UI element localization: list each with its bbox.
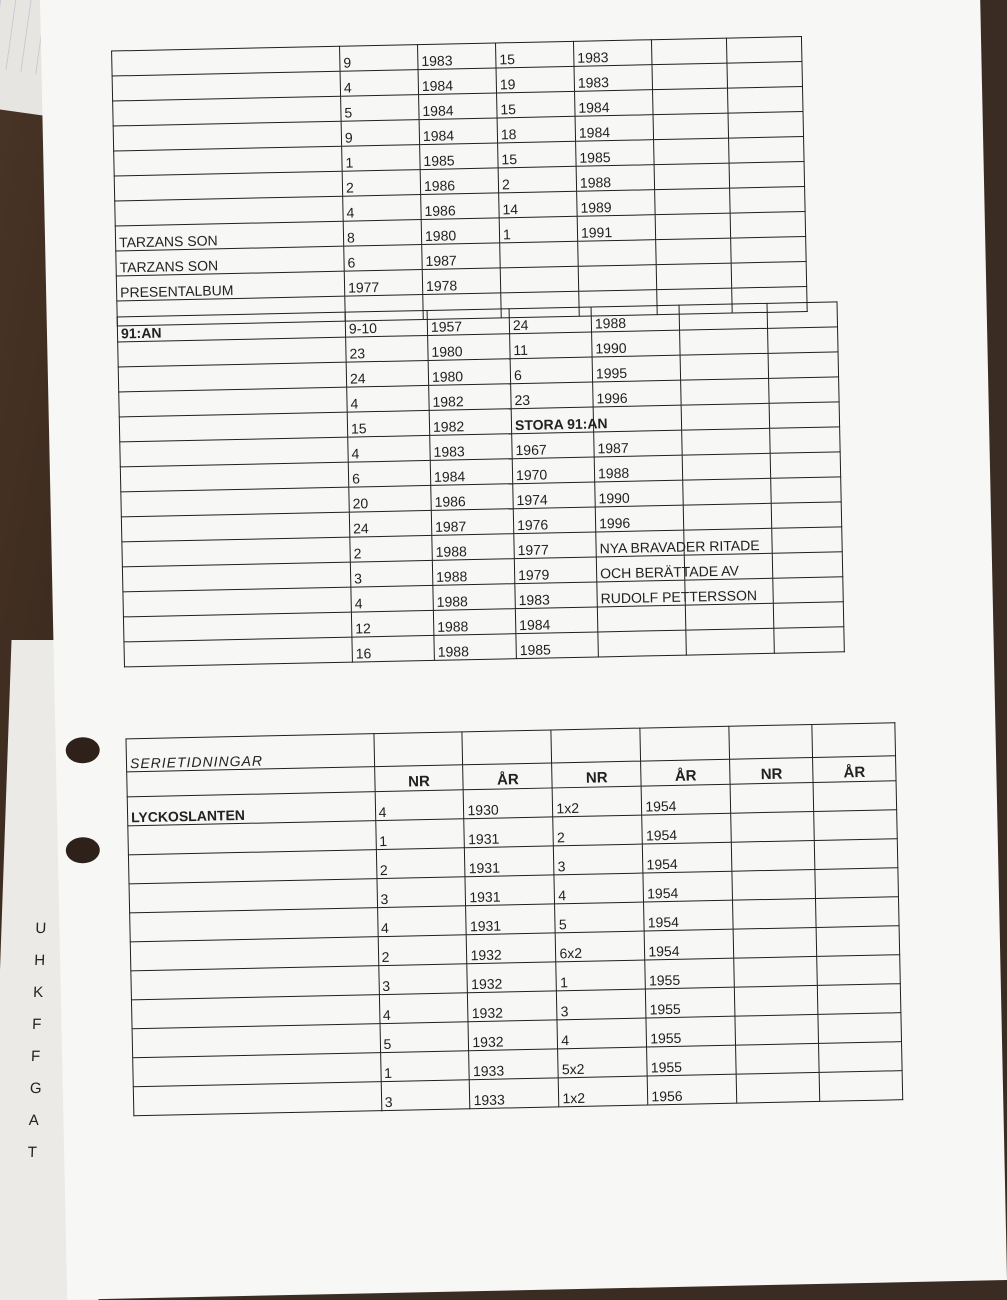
empty-cell xyxy=(735,985,818,1016)
cell-d: 1983 xyxy=(573,40,652,67)
cell-a: 3 xyxy=(377,877,467,908)
cell-b: 1933 xyxy=(470,1078,560,1109)
empty-cell xyxy=(767,302,838,328)
cell-a: 1977 xyxy=(344,270,423,297)
empty-cell xyxy=(769,402,840,428)
cell-a: 4 xyxy=(375,790,465,821)
cell-d: 1985 xyxy=(576,140,655,167)
cell-d xyxy=(578,240,657,267)
edge-letter: F xyxy=(31,1016,42,1033)
cell-a: 1 xyxy=(375,819,465,850)
cell-a: 5 xyxy=(341,95,420,122)
cell-d: 1984 xyxy=(575,115,654,142)
empty-cell xyxy=(770,452,841,478)
cell-c: 18 xyxy=(497,116,576,143)
cell-c: 3 xyxy=(557,989,647,1020)
cell-b: 1984 xyxy=(430,459,513,486)
cell-b: 1957 xyxy=(427,309,510,336)
column-header: NR xyxy=(552,761,641,788)
cell-b: 1983 xyxy=(430,434,513,461)
cell-d: 1988 xyxy=(594,455,683,482)
edge-letter: H xyxy=(34,952,46,969)
empty-cell xyxy=(653,88,729,115)
cell-b: 1931 xyxy=(465,875,555,906)
cell-c: 2 xyxy=(553,815,643,846)
cell-c: 5 xyxy=(555,902,645,933)
cell-c: 15 xyxy=(497,91,576,118)
column-header: ÅR xyxy=(813,756,896,783)
cell-d: 1990 xyxy=(592,330,681,357)
cell-b: 1988 xyxy=(432,534,515,561)
cell-d: RUDOLF PETTERSSON xyxy=(597,580,686,607)
cell-c: 15 xyxy=(495,41,574,68)
cell-c xyxy=(500,266,579,293)
empty-cell xyxy=(686,628,775,655)
row-label xyxy=(124,637,352,667)
punch-hole xyxy=(66,837,101,864)
cell-c: 1985 xyxy=(516,632,599,659)
cell-a: 4 xyxy=(377,906,467,937)
cell-b: 1984 xyxy=(419,118,498,145)
cell-d xyxy=(578,265,657,292)
cell-a: 12 xyxy=(351,610,434,637)
cell-c: 1967 xyxy=(512,432,595,459)
cell-d: 1991 xyxy=(577,215,656,242)
cell-b: 1984 xyxy=(418,68,497,95)
cell-d: 1954 xyxy=(644,900,734,931)
cell-c: 6x2 xyxy=(556,931,646,962)
cell-a: 4 xyxy=(351,585,434,612)
empty-cell xyxy=(656,263,732,290)
cell-b: 1933 xyxy=(469,1049,559,1080)
cell-d: OCH BERÄTTADE AV xyxy=(596,555,685,582)
bottom-table xyxy=(125,722,903,1116)
cell-a: 6 xyxy=(348,460,431,487)
empty-cell xyxy=(817,955,900,986)
cell-b: 1932 xyxy=(467,962,557,993)
cell-b: 1984 xyxy=(419,93,498,120)
cell-b: 1932 xyxy=(468,1020,558,1051)
edge-letter: F xyxy=(30,1048,41,1065)
paper-sheet xyxy=(40,0,1007,1300)
empty-cell xyxy=(683,503,772,530)
empty-cell xyxy=(729,162,805,189)
empty-cell xyxy=(768,327,839,353)
empty-cell xyxy=(654,138,730,165)
cell-a: 9 xyxy=(341,120,420,147)
cell-d: 1990 xyxy=(595,480,684,507)
edge-letter: T xyxy=(27,1144,38,1161)
cell-b: 1932 xyxy=(467,933,557,964)
empty-cell xyxy=(654,163,730,190)
cell-d: 1955 xyxy=(645,958,735,989)
empty-cell xyxy=(732,840,815,871)
cell-d: 1954 xyxy=(642,813,732,844)
cell-b: 1932 xyxy=(468,991,558,1022)
cell-d: 1987 xyxy=(594,430,683,457)
empty-cell xyxy=(819,1042,902,1073)
empty-cell xyxy=(653,113,729,140)
empty-cell xyxy=(727,62,803,89)
cell-a: 4 xyxy=(348,435,431,462)
cell-c: 1 xyxy=(556,960,646,991)
empty-cell xyxy=(683,478,772,505)
empty-cell xyxy=(814,839,897,870)
cell-d: NYA BRAVADER RITADE xyxy=(596,530,685,557)
empty-cell xyxy=(730,212,806,239)
empty-cell xyxy=(771,502,842,528)
cell-b: 1986 xyxy=(421,193,500,220)
empty-cell xyxy=(816,926,899,957)
cell-a: 9 xyxy=(340,45,419,72)
cell-a: 2 xyxy=(350,535,433,562)
cell-b: 1931 xyxy=(465,846,555,877)
cell-a: 4 xyxy=(347,385,430,412)
empty-cell xyxy=(729,137,805,164)
cell-a: 6 xyxy=(344,245,423,272)
cell-d: 1996 xyxy=(595,505,684,532)
empty-cell xyxy=(774,627,845,653)
row-label: 91:AN xyxy=(117,312,345,342)
cell-b: 1986 xyxy=(420,168,499,195)
cell-d: 1983 xyxy=(574,65,653,92)
empty-cell xyxy=(726,37,802,64)
cell-c: 4 xyxy=(557,1018,647,1049)
cell-c: 5x2 xyxy=(558,1047,648,1078)
cell-d: 1954 xyxy=(643,871,733,902)
cell-b: 1985 xyxy=(420,143,499,170)
empty-cell xyxy=(770,427,841,453)
cell-a: 2 xyxy=(378,935,468,966)
empty-cell xyxy=(816,897,899,928)
empty-cell xyxy=(655,213,731,240)
empty-cell xyxy=(731,811,814,842)
cell-b: 1988 xyxy=(434,634,517,661)
empty-cell xyxy=(730,782,813,813)
cell-a: 24 xyxy=(349,510,432,537)
empty-cell xyxy=(813,781,896,812)
cell-a: 3 xyxy=(350,560,433,587)
empty-cell xyxy=(772,527,843,553)
empty-cell xyxy=(733,927,816,958)
cell-c: 1979 xyxy=(514,557,597,584)
empty-cell xyxy=(731,262,807,289)
cell-a: 16 xyxy=(352,635,435,662)
cell-c: 1976 xyxy=(513,507,596,534)
cell-d: 1996 xyxy=(593,380,682,407)
empty-cell xyxy=(462,730,552,765)
empty-cell xyxy=(655,188,731,215)
cell-b: 1980 xyxy=(428,359,511,386)
cell-c: STORA 91:AN xyxy=(511,407,594,434)
cell-a: 24 xyxy=(346,360,429,387)
empty-cell xyxy=(680,353,769,380)
cell-c: 24 xyxy=(509,307,592,334)
cell-b: 1931 xyxy=(466,904,556,935)
row-label: PRESENTALBUM xyxy=(116,271,344,301)
cell-a: 23 xyxy=(346,335,429,362)
cell-a: 8 xyxy=(343,220,422,247)
empty-cell xyxy=(812,723,896,758)
cell-c: 1970 xyxy=(512,457,595,484)
cell-a: 2 xyxy=(376,848,466,879)
column-header: NR xyxy=(374,765,463,792)
cell-d: 1995 xyxy=(592,355,681,382)
cell-d: 1954 xyxy=(641,784,731,815)
cell-a: 3 xyxy=(381,1080,471,1111)
empty-cell xyxy=(728,112,804,139)
cell-b: 1988 xyxy=(433,609,516,636)
column-header: NR xyxy=(730,757,813,784)
cell-d: 1988 xyxy=(591,305,680,332)
cell-a: 4 xyxy=(340,70,419,97)
empty-cell xyxy=(818,1013,901,1044)
cell-c: 15 xyxy=(498,141,577,168)
cell-b: 1987 xyxy=(431,509,514,536)
cell-c: 1x2 xyxy=(553,786,643,817)
empty-cell xyxy=(374,732,464,767)
cell-c: 1974 xyxy=(513,482,596,509)
cell-c: 14 xyxy=(499,191,578,218)
cell-b: 1980 xyxy=(428,334,511,361)
cell-c: 1977 xyxy=(514,532,597,559)
cell-a: 4 xyxy=(379,993,469,1024)
cell-d xyxy=(598,630,687,657)
empty-cell xyxy=(819,1071,902,1102)
row-label: TARZANS SON xyxy=(115,221,343,251)
empty-cell xyxy=(730,187,806,214)
cell-b: 1980 xyxy=(421,218,500,245)
edge-letter: G xyxy=(29,1080,42,1097)
cell-c: 1984 xyxy=(515,607,598,634)
cell-c: 1x2 xyxy=(559,1076,649,1107)
empty-cell xyxy=(681,378,770,405)
cell-a: 3 xyxy=(378,964,468,995)
cell-b: 1987 xyxy=(422,243,501,270)
cell-a: 20 xyxy=(349,485,432,512)
empty-cell xyxy=(551,728,641,763)
empty-cell xyxy=(772,552,843,578)
cell-a: 2 xyxy=(342,170,421,197)
cell-c: 1983 xyxy=(515,582,598,609)
cell-b: 1982 xyxy=(429,409,512,436)
cell-c xyxy=(500,241,579,268)
cell-d: 1956 xyxy=(647,1074,737,1105)
empty-cell xyxy=(729,724,813,759)
row-label: TARZANS SON xyxy=(116,246,344,276)
cell-d: 1988 xyxy=(576,165,655,192)
empty-cell xyxy=(771,477,842,503)
cell-a: 1 xyxy=(380,1051,470,1082)
edge-letter: K xyxy=(32,984,44,1001)
cell-b: 1930 xyxy=(464,788,554,819)
cell-c: 4 xyxy=(554,873,644,904)
cell-d: 1989 xyxy=(577,190,656,217)
cell-a: 15 xyxy=(347,410,430,437)
cell-c: 11 xyxy=(510,332,593,359)
empty-cell xyxy=(732,869,815,900)
cell-b: 1983 xyxy=(418,43,497,70)
cell-d: 1955 xyxy=(646,1016,736,1047)
empty-cell xyxy=(736,1043,819,1074)
cell-c: 3 xyxy=(554,844,644,875)
empty-cell xyxy=(817,984,900,1015)
cell-d: 1954 xyxy=(644,929,734,960)
empty-cell xyxy=(679,303,768,330)
empty-cell xyxy=(682,453,771,480)
cell-d: 1955 xyxy=(647,1045,737,1076)
cell-b: 1988 xyxy=(433,584,516,611)
punch-hole xyxy=(65,737,100,764)
cell-b: 1986 xyxy=(431,484,514,511)
empty-cell xyxy=(685,603,774,630)
empty-cell xyxy=(731,237,807,264)
middle-table xyxy=(117,301,845,667)
empty-cell xyxy=(735,1014,818,1045)
empty-cell xyxy=(727,87,803,114)
cell-d: 1984 xyxy=(575,90,654,117)
cell-d: 1955 xyxy=(646,987,736,1018)
cell-c: 23 xyxy=(511,382,594,409)
empty-cell xyxy=(652,63,728,90)
empty-cell xyxy=(656,238,732,265)
empty-cell xyxy=(734,956,817,987)
cell-a: 5 xyxy=(380,1022,470,1053)
section-title: SERIETIDNINGAR xyxy=(126,734,374,772)
empty-cell xyxy=(768,352,839,378)
empty-cell xyxy=(640,726,730,761)
empty-cell xyxy=(733,898,816,929)
column-header: ÅR xyxy=(463,763,552,790)
empty-cell xyxy=(773,602,844,628)
edge-letter: A xyxy=(28,1112,40,1129)
cell-d xyxy=(597,605,686,632)
cell-b: 1931 xyxy=(464,817,554,848)
empty-cell xyxy=(814,810,897,841)
cell-a: 9-10 xyxy=(345,310,428,337)
top-table xyxy=(111,36,808,326)
empty-cell xyxy=(651,38,727,65)
cell-a: 4 xyxy=(343,195,422,222)
cell-c: 2 xyxy=(498,166,577,193)
empty-cell xyxy=(682,428,771,455)
empty-cell xyxy=(773,577,844,603)
row-label xyxy=(133,1082,381,1116)
cell-a: 1 xyxy=(342,145,421,172)
empty-cell xyxy=(680,328,769,355)
empty-cell xyxy=(681,403,770,430)
cell-b: 1988 xyxy=(432,559,515,586)
cell-c: 6 xyxy=(510,357,593,384)
empty-cell xyxy=(769,377,840,403)
cell-b: 1982 xyxy=(429,384,512,411)
cell-b: 1978 xyxy=(422,268,501,295)
cell-d: 1954 xyxy=(643,842,733,873)
cell-c: 19 xyxy=(496,66,575,93)
empty-cell xyxy=(736,1072,819,1103)
edge-letter: U xyxy=(35,920,47,937)
empty-cell xyxy=(815,868,898,899)
cell-c: 1 xyxy=(499,216,578,243)
row-label: LYCKOSLANTEN xyxy=(127,792,375,826)
column-header: ÅR xyxy=(641,759,730,786)
